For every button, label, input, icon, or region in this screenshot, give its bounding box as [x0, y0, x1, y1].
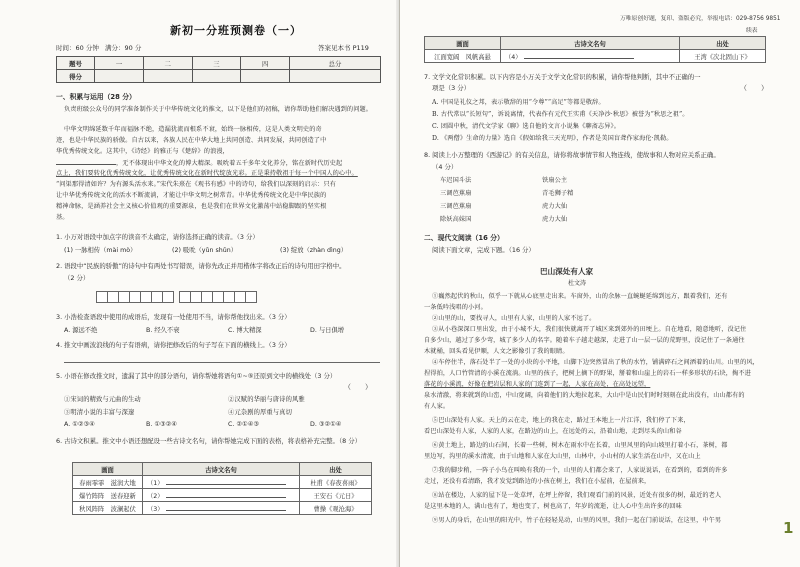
- exam-meta: [56, 43, 141, 53]
- passage-line: 中华文明绵延数千年而福脉不绝，造漏犹流而根系不衰，始终一脉相传，这是人类文明史的奇: [64, 126, 322, 133]
- essay-line: 一条低吟浅唱的小河。: [424, 304, 487, 311]
- answer-line[interactable]: [64, 362, 380, 363]
- passage-line: 精神命脉，是涵养社会主义核心价值观的重要源泉，也是我们在世界文化激荡中站稳脚跟的坚实根: [56, 203, 327, 210]
- score-cell[interactable]: [143, 70, 192, 83]
- essay-author: 杜文涛: [568, 280, 587, 287]
- essay-line: ②山里的山，要找寻人，山里有人家，山里的人家不远了。: [432, 315, 596, 322]
- question-8-score: （4 分）: [432, 163, 458, 171]
- passage-line: [56, 158, 342, 169]
- q7-option[interactable]: B. 古代常以“长短句”，诉说离情，代表作有元代王实甫《天净沙·秋思》被誉为“秋思之祖”。: [432, 111, 689, 118]
- tianzige-grid[interactable]: [96, 291, 256, 303]
- essay-line: ⑥黄土地上，路边的山石间，长着一些树，树木在雨水中在长着，山里风里的向山坡里打着小石，茶树，都: [432, 442, 728, 449]
- passage-line-text: ，无不体现出中华文化的博大精深。吸吮着五千多年文化养分，铭在新时代历史起: [116, 160, 343, 167]
- poem-source: 王安石《元日》: [300, 489, 372, 502]
- score-col: 总分: [290, 57, 381, 70]
- q5-option[interactable]: A. ①②③④: [64, 421, 95, 428]
- match-right[interactable]: 虎力大仙: [542, 203, 568, 210]
- poem-blank-number: （1）: [147, 479, 164, 487]
- intro-text: 负责班级公众号的同学准备制作关于中华传统文化的推文，以下是他们的初稿，请你帮助他们解决遇到的问题。: [64, 106, 373, 113]
- answer-ref: 答案见本书 P119: [318, 44, 369, 52]
- essay-line: 是这里本地的人，满山也有了，地也变了，树也高了，年岁的流逝，让人心中生出许多的回味: [424, 503, 682, 510]
- score-table: [56, 56, 381, 83]
- q1-option[interactable]: (1) 一脉相传（mài mò）: [64, 247, 137, 254]
- fill-blank[interactable]: [524, 52, 634, 59]
- poem-blank[interactable]: [501, 50, 680, 63]
- q5-item: ②汉赋的华丽与唐诗的风雅: [228, 396, 305, 403]
- q5-option[interactable]: C. ②①④③: [228, 421, 259, 428]
- poem-source: 曹操《观沧海》: [300, 502, 372, 515]
- copyright-note: 万唯原创好题，复印、盗版必究，举报电话：029-8756 9851: [620, 16, 781, 22]
- fill-blank[interactable]: [56, 158, 116, 165]
- poem-scene: 春雨霏霏 滋润大地: [73, 476, 143, 489]
- essay-line: 有人家。: [424, 403, 450, 410]
- poem-blank[interactable]: [143, 502, 300, 515]
- poem-table-header: 古诗文名句: [143, 463, 300, 476]
- q3-option[interactable]: B. 经久不衰: [146, 327, 180, 334]
- essay-line: ⑦我的脚步稍，一阵子小鸟在叫唤有我的一个，山里的人们都会来了，人家说说话，在看到的，看到的许多: [432, 467, 728, 474]
- score-col: 一: [95, 57, 144, 70]
- answer-paren[interactable]: （ ）: [344, 383, 372, 391]
- poem-table: [72, 462, 372, 515]
- poem-blank-number: （2）: [147, 492, 164, 500]
- essay-line: ①巍然起伏的秋山，似乎一下就从心底里走出来。车窗外，山的余脉一直蜿蜒延绵到远方，跟着我们，还有: [432, 293, 728, 300]
- essay-line: ③从小巷深深口里出发，由于小城不大，我们很快就离开了城区来到郊外的田埂上。自在地看，随意地听，没记住: [432, 326, 747, 333]
- q3-option[interactable]: D. 与日俱增: [310, 327, 345, 334]
- fill-blank[interactable]: [166, 504, 286, 511]
- score-col: 四: [241, 57, 290, 70]
- essay-line: 落花的小溪流，好像在把岩层和人家的门连到了一起，人家在高处，在高处远望，: [424, 381, 651, 388]
- essay-line: 泉水清澈，将来就到的山峦，中山宽阔，向着他们的大地拉起来，大山中是山民们时时刻刻在此出没有，山山都有的: [424, 392, 745, 399]
- q5-item: ③明清小说的丰富与深邃: [64, 409, 135, 416]
- question-4: 4. 推文中画波浪线的句子有语病，请你把修改后的句子写在下面的横线上。（3 分）: [56, 341, 291, 349]
- essay-line: 里边写，沟里的溪水清流，由于山地和人家在大山里，山林中，小山村的人家生活在山中，又在山上: [424, 453, 701, 460]
- essay-line: ⑧站在楼边，人家的屋下是一处草坪，在坪上停留，我们观看门前的风景，近处有很多的树，最近的老人: [432, 492, 722, 499]
- score-cell[interactable]: [290, 70, 381, 83]
- continued-poem-table: [424, 36, 766, 63]
- score-cell[interactable]: [95, 70, 144, 83]
- question-7: 7. 文学文化常识积累。以下内容是小万关于文学文化常识的积累，请你帮他判断，其中不正确的一: [424, 73, 701, 81]
- fill-blank[interactable]: [166, 478, 286, 485]
- essay-line: ⑨男人的身后，在山里的阳光中，竹子在轻轻晃动，山里的风里，我们一起在门前说话，在这里，中午男: [432, 517, 722, 524]
- section-heading: 二、现代文阅读（16 分）: [424, 234, 504, 242]
- match-right[interactable]: 虎力大仙: [542, 216, 568, 223]
- poem-blank[interactable]: [143, 476, 300, 489]
- score-table-header-label: 题号: [57, 57, 95, 70]
- question-2: 2. 语段中“民族的骄傲”的诗句中有两处书写错误，请你先改正并用楷体字将改正后的诗句用田字格中。: [56, 262, 346, 270]
- q7-option[interactable]: A. 中国是礼仪之邦，表示敬辞的用“令尊”“高足”等都是敬辞。: [432, 99, 605, 106]
- score-cell[interactable]: [241, 70, 290, 83]
- poem-table-header: 古诗文名句: [501, 37, 680, 50]
- passage-line: 迹，也是中华民族的骄傲。自古以来，各族人民在中华大地上共同创造、共同发展，共同创造了中: [56, 137, 327, 144]
- q7-option[interactable]: D. 《两僧》生命的力量》选自《假如给我三天光明》，作者是美国盲聋作家海伦·凯勒。: [432, 135, 673, 142]
- poem-scene: 江面宽阔 风帆高悬: [425, 50, 501, 63]
- poem-blank[interactable]: [143, 489, 300, 502]
- question-7-score: 项是（3 分）: [432, 84, 471, 92]
- essay-line: 自多少山，越过了多少弯，城了多少人的名字。随着车子越走越深，走进了山一层一层的荒野里，没记住了一条通往: [424, 337, 745, 344]
- question-2-score: （2 分）: [64, 274, 90, 282]
- full-score: 满分：90 分: [105, 44, 142, 52]
- section-heading: 一、积累与运用（28 分）: [56, 93, 136, 101]
- essay-title: 巴山深处有人家: [540, 267, 594, 276]
- essay-line: 看巴山深处有人家，人家的人家，在路边的山上，在远处的云，沿着山地，走到尽头的山和谷: [424, 428, 682, 435]
- page-number: 1: [783, 519, 794, 537]
- essay-line: ⑤巴山深处有人家。天上的云在走，地上的我在走，路过王本地上一片江洋，我们停了下来，: [432, 417, 690, 424]
- question-8: 8. 阅读上小万整理的《西游记》的有关信息，请你将故事情节和人物连线，使故事和人物对应关系正确。: [424, 151, 720, 159]
- passage-line: 华优秀传统文化。这其中，《诗经》的雅正与《楚辞》的浪漫，: [56, 148, 229, 155]
- time-limit: 时间：60 分钟: [56, 44, 99, 52]
- poem-blank-number: （4）: [505, 53, 522, 61]
- match-left[interactable]: 除妖高妹国: [440, 216, 472, 223]
- passage-line: “问渠那得清如许？为有源头活水来。”宋代朱熹在《观书有感》中的诗句，给我们以深刻的启示：只有: [56, 181, 337, 188]
- poem-table-header: 画面: [73, 463, 143, 476]
- answer-paren[interactable]: （ ）: [740, 84, 768, 92]
- question-3: 3. 小浩检查语段中使用的成语后，发现有一处使用不当，请你帮他找出来。（3 分）: [56, 313, 291, 321]
- score-col: 三: [192, 57, 241, 70]
- score-col: 二: [143, 57, 192, 70]
- match-left[interactable]: 三调芭蕉扇: [440, 190, 472, 197]
- score-row-label: 得分: [57, 70, 95, 83]
- essay-line: ④车停住半，落石处半了一处的小块的小平地，山脚下边突然冒出了秋的水竹，铺满碎石之间洒着的山川。山里的风，: [432, 359, 759, 366]
- poem-table-header: 出处: [300, 463, 372, 476]
- poem-scene: 秋风阵阵 波澜起伏: [73, 502, 143, 515]
- question-5: 5. 小语在修改推文时，遗漏了其中的部分语句，请你帮她将语句①~⑤还原到文中的横线处（3 分）: [56, 372, 337, 380]
- q5-option[interactable]: D. ③②①④: [310, 421, 342, 428]
- essay-line: 木就桶，回头看见伊顺，人文之影像引了我的眼睛。: [424, 348, 569, 355]
- q5-item: ④元杂剧的厚重与真切: [228, 409, 292, 416]
- fill-blank[interactable]: [166, 491, 286, 498]
- match-right[interactable]: 铁扇公主: [542, 177, 568, 184]
- continued-label: 续表: [746, 28, 758, 34]
- q1-option[interactable]: (2) 吸吮（yǔn shǔn）: [172, 247, 238, 254]
- match-left[interactable]: 三调芭蕉扇: [440, 203, 472, 210]
- q7-option[interactable]: C. 团圆中秋，清代文学家《聊》选自他的文言小说集《聊斋志异》。: [432, 123, 620, 130]
- match-left[interactable]: 车迟国斗法: [440, 177, 472, 184]
- question-6: 6. 古诗文积累。推文中小语还想配设一些古诗文名句，请你帮她完成下面的表格，将表格补充完整。（8 分）: [56, 437, 361, 445]
- score-cell[interactable]: [192, 70, 241, 83]
- passage-line: 基。: [56, 214, 69, 221]
- match-right[interactable]: 青毛狮子精: [542, 190, 574, 197]
- poem-scene: 爆竹阵阵 送春迎新: [73, 489, 143, 502]
- poem-blank-number: （3）: [147, 505, 164, 513]
- poem-source: 杜甫《春夜喜雨》: [300, 476, 372, 489]
- grid-cell[interactable]: [245, 291, 257, 303]
- essay-line: 捏得拍，人口竹管清的小溪在流淌。山里的孩子，把树上摘下的野果，掰着和山崖上的岩石一样多形状的石块，掏不进: [424, 370, 751, 377]
- page-title: 新初一分班预测卷（一）: [170, 24, 302, 37]
- passage-line: 让中华优秀传统文化的活水不断流淌，才能让中华文明之树常青。中华优秀传统文化是中华民族的: [56, 192, 327, 199]
- passage-line: 点上，我们要转化优秀传统文化，让优秀传统文化在新时代绽放光彩。正是秉持敬祖于每一个中国人的心中。: [56, 170, 358, 177]
- q3-option[interactable]: C. 博大精深: [228, 327, 262, 334]
- poem-source: 王湾《次北固山下》: [680, 50, 766, 63]
- question-1: 1. 小万对语段中加点字的读音不太确定，请你选择正确的读音。（3 分）: [56, 233, 259, 241]
- section-intro: 阅读下面文章，完成下题。（16 分）: [432, 246, 535, 254]
- q5-item: ①宋词的精致与元曲的生动: [64, 396, 141, 403]
- q5-option[interactable]: B. ①③②④: [146, 421, 177, 428]
- q1-option[interactable]: (3) 绽放（zhàn dìng）: [280, 247, 347, 254]
- q3-option[interactable]: A. 源远不绝: [64, 327, 98, 334]
- poem-table-header: 出处: [680, 37, 766, 50]
- essay-line: 走过，还没有看清路，我才发觉到路边的小孩在树上，我们在小屋前，在屋前来，: [424, 478, 651, 485]
- poem-table-header: 画面: [425, 37, 501, 50]
